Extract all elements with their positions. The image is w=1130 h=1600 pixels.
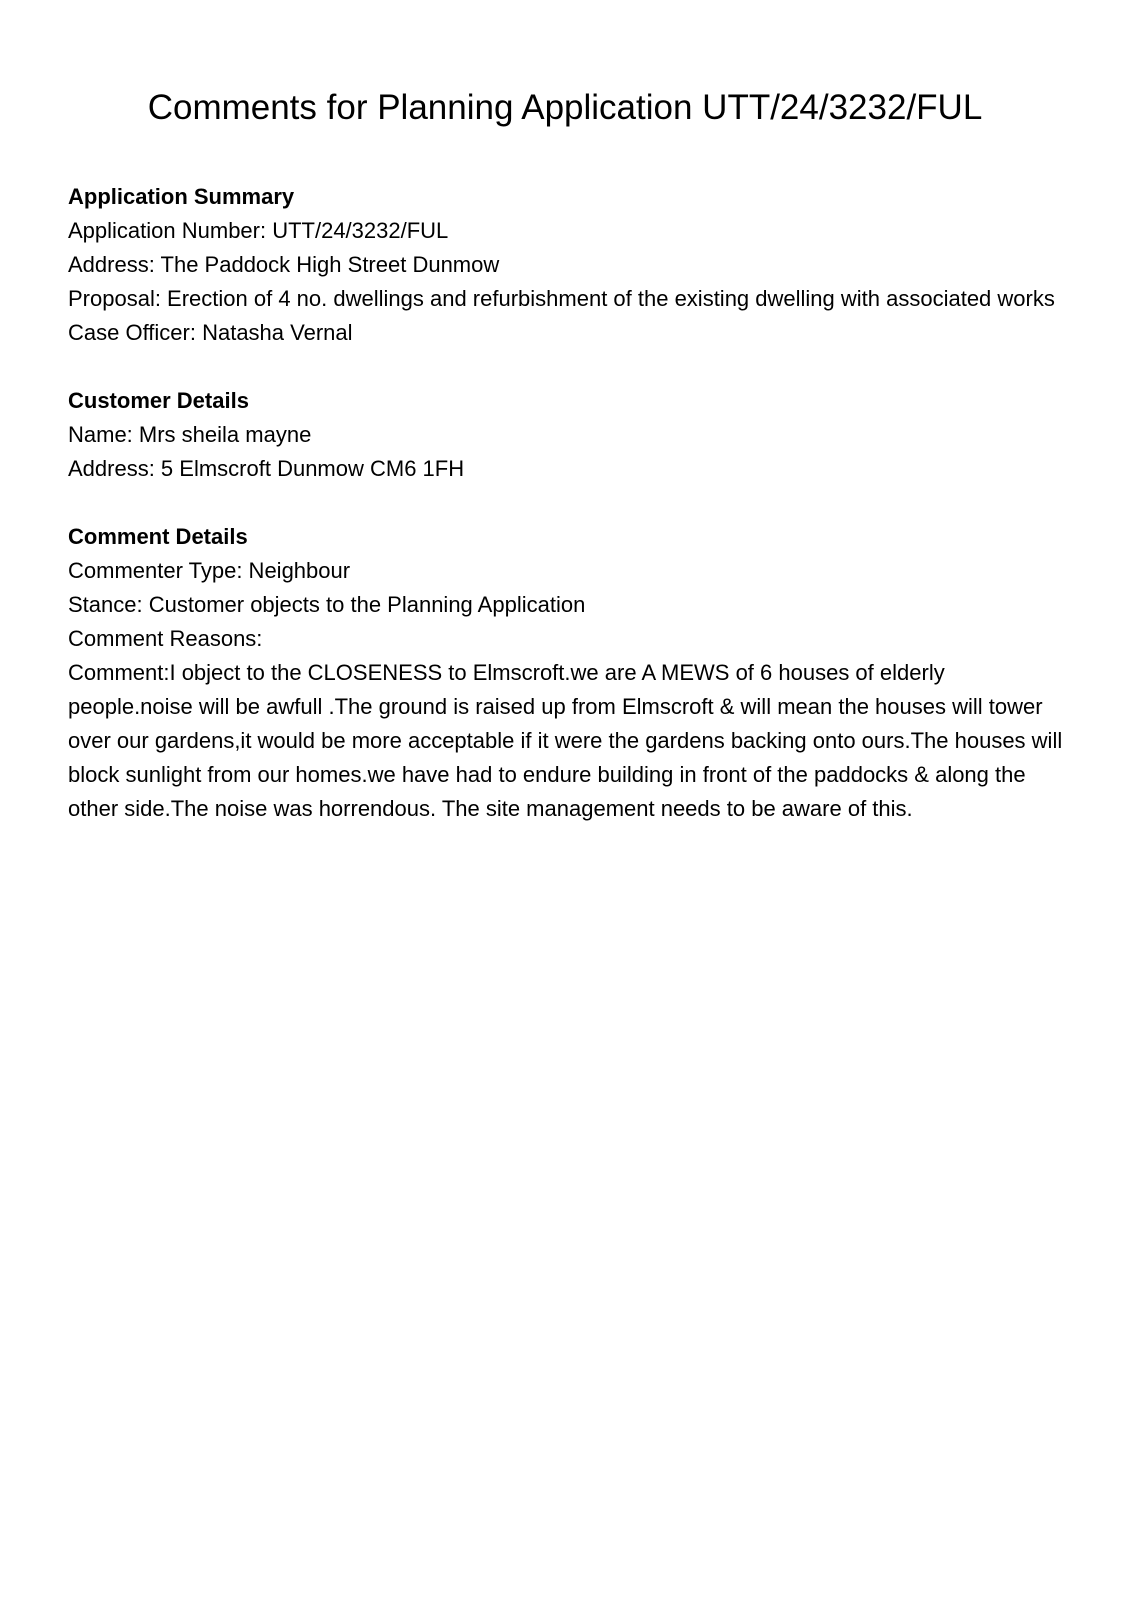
customer-address: Address: 5 Elmscroft Dunmow CM6 1FH [68, 456, 465, 481]
customer-details-heading: Customer Details [68, 388, 249, 413]
application-number: Application Number: UTT/24/3232/FUL [68, 218, 449, 243]
application-summary-section [68, 180, 1063, 350]
application-summary-heading: Application Summary [68, 184, 295, 209]
comment-reasons: Comment Reasons: [68, 626, 263, 651]
customer-name: Name: Mrs sheila mayne [68, 422, 312, 447]
comment-details-heading: Comment Details [68, 524, 248, 549]
comment-text: Comment:I object to the CLOSENESS to Elmscroft.we are A MEWS of 6 houses of elderly people.noise will be awfull .The ground is raised up from Elmscroft & will mean the houses will tower over our gardens,it would be more acceptable if it were the gardens backing onto ours.The houses will block sunlight from our homes.we have had to endure building in front of the paddocks & along the other side.The noise was horrendous. The site management needs to be aware of this. [68, 660, 1063, 821]
page-title: Comments for Planning Application UTT/24/3232/FUL [147, 88, 983, 127]
document-body [68, 180, 1063, 860]
case-officer: Case Officer: Natasha Vernal [68, 320, 353, 345]
comment-stance: Stance: Customer objects to the Planning Application [68, 592, 586, 617]
application-proposal: Proposal: Erection of 4 no. dwellings and refurbishment of the existing dwelling with associated works [68, 286, 1055, 311]
commenter-type: Commenter Type: Neighbour [68, 558, 351, 583]
application-address: Address: The Paddock High Street Dunmow [68, 252, 500, 277]
customer-details-section [68, 384, 1063, 486]
comment-details-section [68, 520, 1063, 826]
